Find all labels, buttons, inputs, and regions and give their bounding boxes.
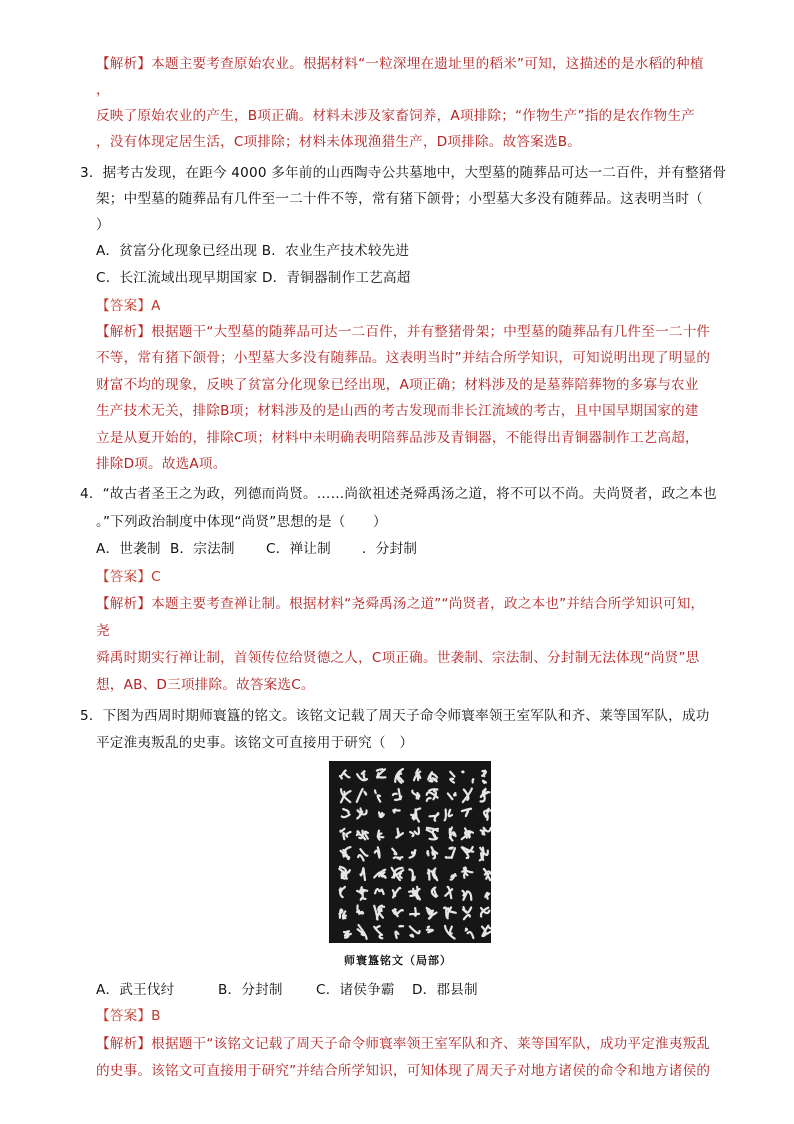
analysis-line: 不等，常有猪下颌骨；小型墓大多没有随葬品。这表明当时”并结合所学知识，可知说明出现了明显的 xyxy=(96,350,711,366)
analysis-line: 【解析】根据题干“该铭文记载了周天子命令师寰率领王室军队和齐、莱等国军队，成功平定淮夷叛乱 xyxy=(96,1036,711,1052)
glyph-stroke xyxy=(453,832,454,835)
analysis-line: 排除D项。故选A项。 xyxy=(96,456,227,472)
question-stem-line: 。”下列政治制度中体现“尚贤”思想的是（ ） xyxy=(96,514,387,530)
option-c: C．禅让制 xyxy=(266,541,331,557)
glyph-stroke xyxy=(468,831,473,833)
analysis-line: 【解析】本题主要考查原始农业。根据材料“一粒深埋在遗址里的稻米”可知，这描述的是水稻的种植 xyxy=(96,56,704,72)
glyph-stroke xyxy=(473,779,474,782)
analysis-line: 生产技术无关，排除B项；材料涉及的是山西的考古发现而非长江流域的考古，且中国早期国家的建 xyxy=(96,403,699,419)
option-d: D．郡县制 xyxy=(412,982,478,998)
question-stem-line: 架；中型墓的随葬品有几件至一二十件不等，常有猪下颌骨；小型墓大多没有随葬品。这表明当时（ xyxy=(96,191,703,207)
glyph-stroke xyxy=(430,781,433,782)
glyph-stroke xyxy=(364,792,366,795)
analysis-line: ，没有体现定居生活，C项排除；材料未体现渔猎生产，D项排除。故答案选B。 xyxy=(96,134,582,150)
answer-label: 【答案】C xyxy=(96,569,161,585)
analysis-line: 的史事。该铭文可直接用于研究”并结合所学知识，可知体现了周天子对地方诸侯的命令和地方诸侯的 xyxy=(96,1063,711,1079)
glyph-stroke xyxy=(450,927,452,934)
glyph-stroke xyxy=(449,848,452,849)
image-caption: 师寰簋铭文（局部） xyxy=(344,954,452,967)
glyph-stroke xyxy=(358,831,360,833)
glyph-stroke xyxy=(427,851,428,855)
option-a: A．武王伐纣 xyxy=(96,982,175,998)
question-stem-line: 5．下图为西周时期师寰簋的铭文。该铭文记载了周天子命令师寰率领王室军队和齐、莱等国军队，成功 xyxy=(80,708,710,724)
glyph-stroke xyxy=(428,927,429,928)
analysis-line: 舜禹时期实行禅让制，首领传位给贤德之人，C项正确。世袭制、宗法制、分封制无法体现“尚贤”思 xyxy=(96,650,700,666)
glyph-stroke xyxy=(466,929,467,931)
analysis-line: 想，AB、D三项排除。故答案选C。 xyxy=(96,677,315,693)
option-line: C．长江流域出现早期国家 D．青铜器制作工艺高超 xyxy=(96,270,411,286)
glyph-stroke xyxy=(398,829,399,835)
analysis-line: 立是从夏开始的，排除C项；材料中未明确表明陪葬品涉及青铜器，不能得出青铜器制作工艺高超， xyxy=(96,430,699,446)
analysis-line: ， xyxy=(96,82,110,98)
option-d: ．分封制 xyxy=(362,541,418,557)
analysis-line: 尧 xyxy=(96,623,110,639)
glyph-stroke xyxy=(410,935,413,937)
answer-label: 【答案】B xyxy=(96,1008,161,1024)
option-line: A．贫富分化现象已经出现 B．农业生产技术较先进 xyxy=(96,243,410,259)
question-stem-line: 平定淮夷叛乱的史事。该铭文可直接用于研究（ ） xyxy=(96,735,414,751)
glyph-stroke xyxy=(446,857,452,858)
question-stem-line: 3．据考古发现，在距今 4000 多年前的山西陶寺公共墓地中，大型墓的随葬品可达一二百件，并有整猪骨 xyxy=(80,165,727,181)
option-b: B．宗法制 xyxy=(170,541,235,557)
glyph-stroke xyxy=(462,772,463,773)
inscription-rubbing-graphic xyxy=(329,761,491,943)
glyph-stroke xyxy=(398,857,403,858)
analysis-line: 财富不均的现象，反映了贫富分化现象已经出现，A项正确；材料涉及的是墓葬陪葬物的多寡与农业 xyxy=(96,377,699,393)
glyph-stroke xyxy=(429,789,437,790)
question-stem-line: 4．“故古者圣王之为政，列德而尚贤。……尚欲祖述尧舜禹汤之道，将不可以不尚。夫尚贤者，政之本也 xyxy=(80,486,717,502)
glyph-stroke xyxy=(454,793,456,795)
option-b: B．分封制 xyxy=(218,982,283,998)
question-stem-line: ） xyxy=(96,217,110,233)
glyph-stroke xyxy=(488,927,491,929)
glyph-stroke xyxy=(417,793,419,796)
glyph-stroke xyxy=(483,781,486,783)
analysis-line: 【解析】本题主要考查禅让制。根据材料“尧舜禹汤之道”“尚贤者，政之本也”并结合所学知识可知， xyxy=(96,596,705,612)
glyph-stroke xyxy=(375,791,376,794)
answer-label: 【答案】A xyxy=(96,298,161,314)
option-c: C．诸侯争霸 xyxy=(316,982,395,998)
glyph-stroke xyxy=(340,889,342,893)
inscription-rubbing-image xyxy=(329,761,491,943)
glyph-stroke xyxy=(482,831,484,835)
analysis-line: 反映了原始农业的产生，B项正确。材料未涉及家畜饲养，A项排除；“作物生产”指的是农作物生产 xyxy=(96,108,696,124)
option-a: A．世袭制 xyxy=(96,541,161,557)
analysis-line: 【解析】根据题干“大型墓的随葬品可达一二百件，并有整猪骨架；中型墓的随葬品有几件至一二十件 xyxy=(96,324,711,340)
glyph-stroke xyxy=(343,833,344,839)
glyph-stroke xyxy=(395,810,400,811)
